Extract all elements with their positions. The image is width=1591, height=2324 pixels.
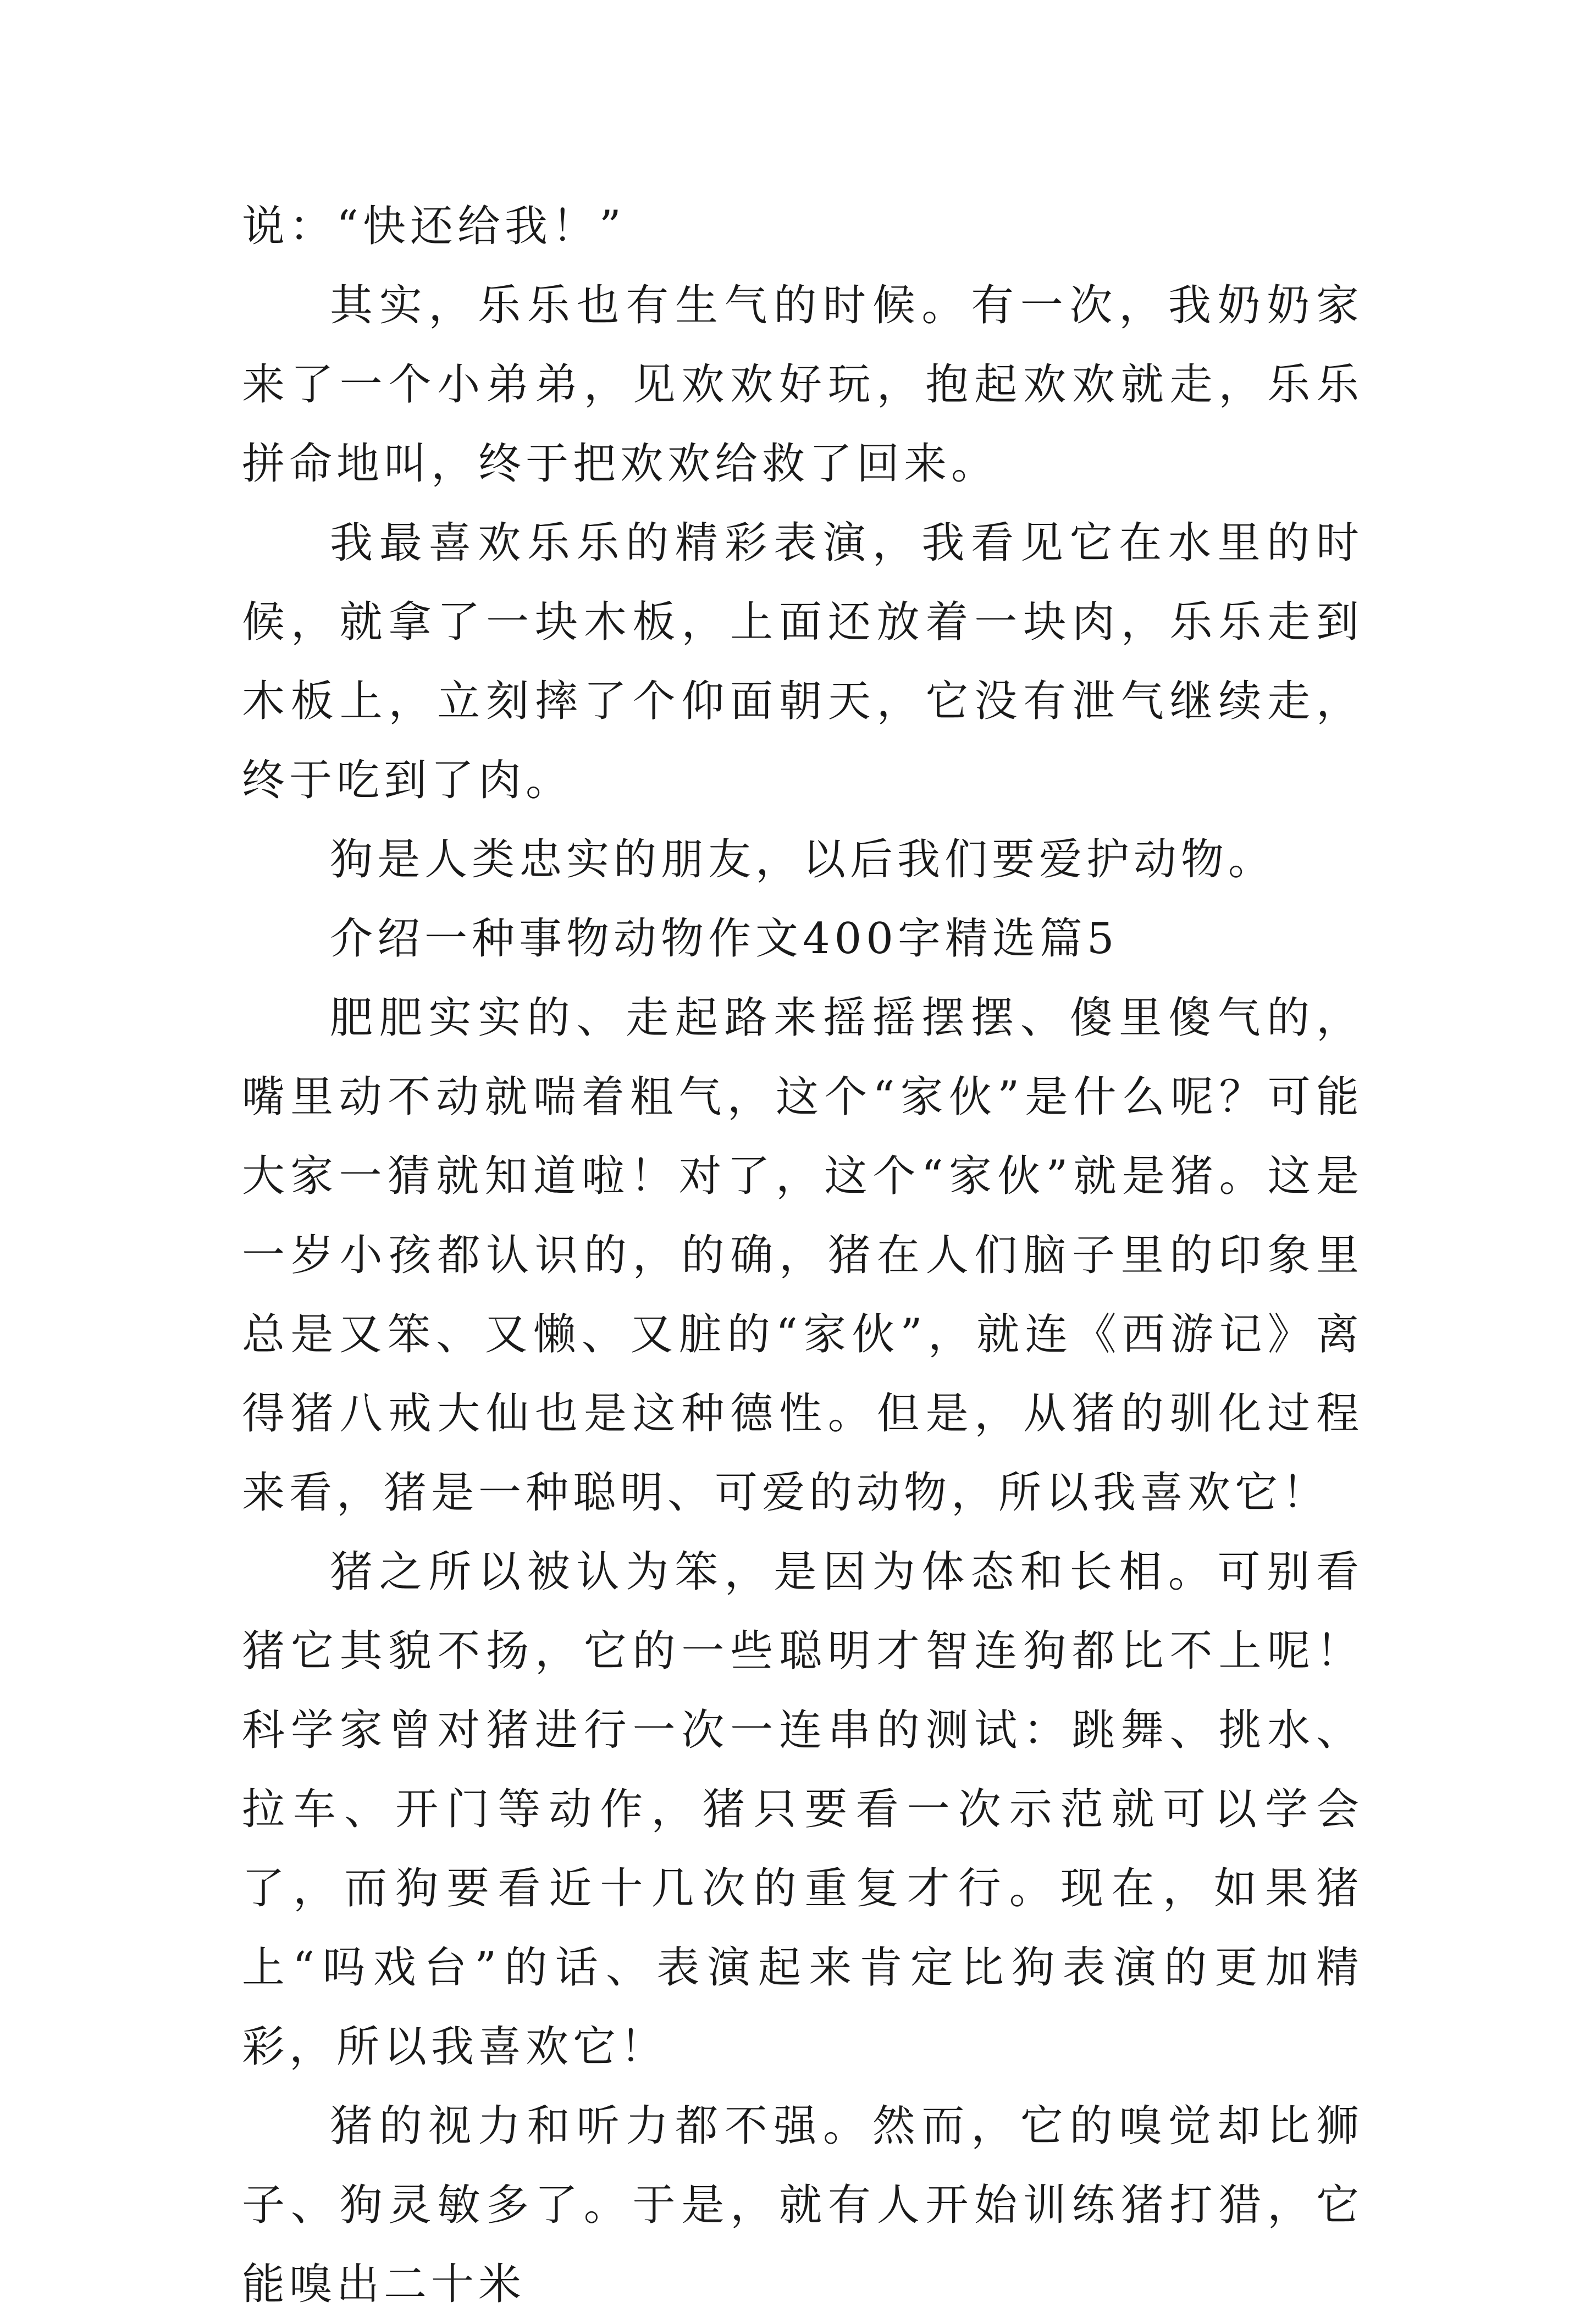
paragraph-pig-smart: 猪之所以被认为笨，是因为体态和长相。可别看猪它其貌不扬，它的一些聪明才智连狗都比不上呢！科学家曾对猪进行一次一连串的测试：跳舞、挑水、拉车、开门等动作，猪只要看一次示范就可以学会了，而狗要看近十几次的重复才行。现在，如果猪上“吗戏台”的话、表演起来肯定比狗表演的更加精彩，所以我喜欢它！ <box>242 1547 1363 2072</box>
paragraph-pig-intro: 肥肥实实的、走起路来摇摇摆摆、傻里傻气的，嘴里动不动就喘着粗气，这个“家伙”是什么呢？可能大家一猜就知道啦！对了，这个“家伙”就是猪。这是一岁小孩都认识的，的确，猪在人们脑子里的印象里总是又笨、又懒、又脏的“家伙”，就连《西游记》离得猪八戒大仙也是这种德性。但是，从猪的驯化过程来看，猪是一种聪明、可爱的动物，所以我喜欢它！ <box>242 993 1363 1518</box>
paragraph-lele-performance: 我最喜欢乐乐的精彩表演，我看见它在水里的时候，就拿了一块木板，上面还放着一块肉，乐乐走到木板上，立刻摔了个仰面朝天，它没有泄气继续走，终于吃到了肉。 <box>242 518 1363 805</box>
section-heading: 介绍一种事物动物作文400字精选篇5 <box>330 914 1119 964</box>
paragraph-continuation: 说：“快还给我！” <box>242 202 626 251</box>
paragraph-lele-angry: 其实，乐乐也有生气的时候。有一次，我奶奶家来了一个小弟弟，见欢欢好玩，抱起欢欢就走，乐乐拼命地叫，终于把欢欢给救了回来。 <box>242 281 1363 489</box>
paragraph-pig-senses: 猪的视力和听力都不强。然而，它的嗅觉却比狮子、狗灵敏多了。于是，就有人开始训练猪打猎，它能嗅出二十米 <box>242 2101 1363 2309</box>
paragraph-dog-friend: 狗是人类忠实的朋友，以后我们要爱护动物。 <box>330 835 1276 884</box>
article-body <box>242 187 1363 2324</box>
